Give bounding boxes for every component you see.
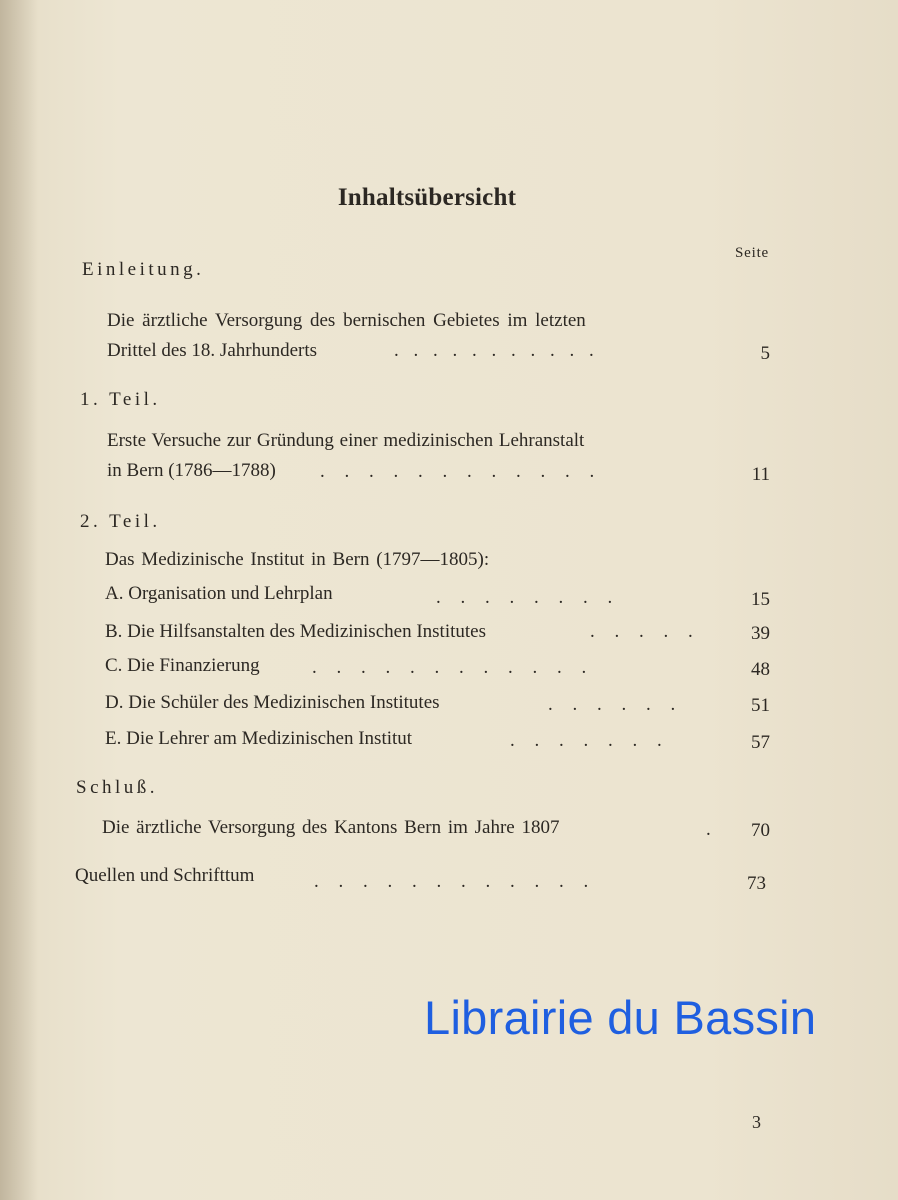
intro-page-number: 5: [760, 343, 770, 364]
toc-entry-d-page: 51: [751, 695, 770, 716]
sources-page-number: 73: [747, 873, 766, 894]
part1-heading: 1. Teil.: [80, 389, 161, 410]
toc-entry-a-page: 15: [751, 589, 770, 610]
toc-entry-c: C. Die Finanzierung: [105, 655, 260, 676]
part1-leader-dots: . . . . . . . . . . . .: [320, 461, 595, 482]
part1-line-2: in Bern (1786—1788): [107, 460, 276, 481]
toc-entry-a-leader: . . . . . . . .: [436, 587, 613, 608]
toc-entry-c-leader: . . . . . . . . . . . .: [312, 657, 587, 678]
page-title: Inhaltsübersicht: [337, 184, 517, 211]
part1-page-number: 11: [751, 464, 770, 485]
intro-line-2: Drittel des 18. Jahrhunderts: [107, 340, 318, 361]
part1-line-1: Erste Versuche zur Gründung einer medizinischen Lehranstalt: [107, 430, 585, 451]
conclusion-leader: .: [706, 819, 711, 840]
toc-entry-b: B. Die Hilfsanstalten des Medizinischen Institutes: [105, 621, 486, 642]
page-column-label: Seite: [735, 245, 769, 261]
intro-heading: Einleitung.: [82, 259, 205, 280]
conclusion-line-1: Die ärztliche Versorgung des Kantons Bern im Jahre 1807: [102, 817, 560, 838]
folio-page-number: 3: [752, 1112, 761, 1132]
toc-entry-d: D. Die Schüler des Medizinischen Institutes: [105, 692, 440, 713]
part2-subheading: Das Medizinische Institut in Bern (1797—1805):: [105, 549, 490, 570]
toc-entry-b-leader: . . . . .: [590, 621, 693, 642]
toc-entry-b-page: 39: [751, 623, 770, 644]
toc-entry-e-leader: . . . . . . .: [510, 730, 662, 751]
sources-entry: Quellen und Schrifttum: [75, 865, 255, 886]
intro-line-1: Die ärztliche Versorgung des bernischen Gebietes im letzten: [107, 310, 586, 331]
toc-entry-a: A. Organisation und Lehrplan: [105, 583, 333, 604]
conclusion-heading: Schluß.: [76, 777, 159, 798]
toc-entry-e-page: 57: [751, 732, 770, 753]
conclusion-page-number: 70: [751, 820, 770, 841]
toc-entry-c-page: 48: [751, 659, 770, 680]
intro-leader-dots: . . . . . . . . . . .: [394, 340, 594, 361]
gutter-shadow: [0, 0, 38, 1200]
sources-leader: . . . . . . . . . . . .: [314, 871, 589, 892]
part2-heading: 2. Teil.: [80, 511, 161, 532]
toc-entry-e: E. Die Lehrer am Medizinischen Institut: [105, 728, 413, 749]
watermark-text: Librairie du Bassin: [424, 991, 817, 1044]
toc-entry-d-leader: . . . . . .: [548, 694, 676, 715]
